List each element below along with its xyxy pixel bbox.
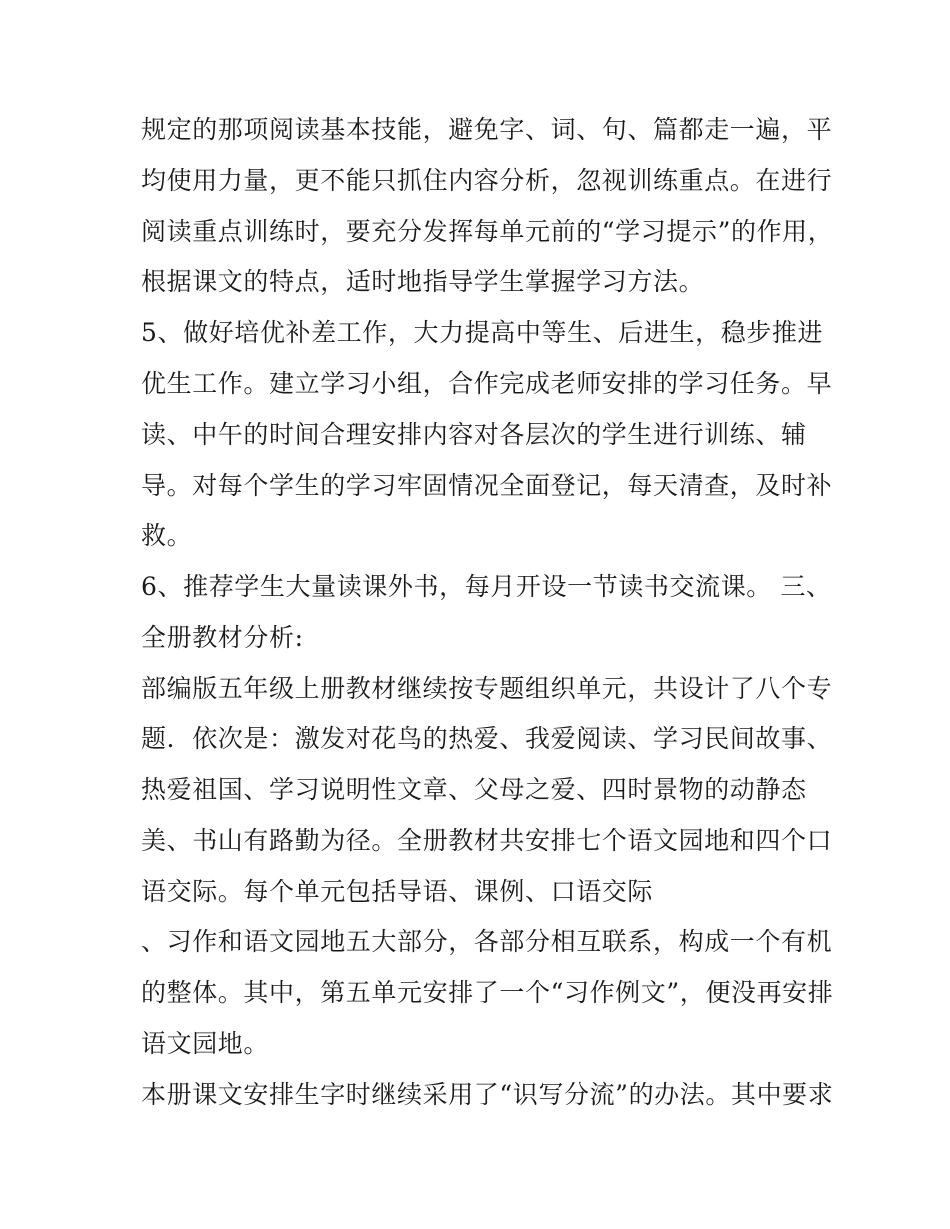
- text-line: 读、中午的时间合理安排内容对各层次的学生进行训练、辅: [141, 420, 807, 449]
- text-line: 5、做好培优补差工作，大力提高中等生、后进生，稳步推进: [141, 318, 824, 347]
- text-line: 规定的那项阅读基本技能，避免字、词、句、篇都走一遍，平: [141, 115, 833, 144]
- text-line: 全册教材分析:: [141, 623, 304, 652]
- text-line: 美、书山有路勤为径。全册教材共安排七个语文园地和四个口: [141, 826, 833, 855]
- text-line: 优生工作。建立学习小组，合作完成老师安排的学习任务。早: [141, 369, 833, 398]
- text-line: 均使用力量，更不能只抓住内容分析，忽视训练重点。在进行: [141, 166, 833, 195]
- text-line: 根据课文的特点，适时地指导学生掌握学习方法。: [141, 267, 705, 296]
- text-line: 6、推荐学生大量读课外书，每月开设一节读书交流课。 三、: [141, 572, 832, 601]
- text-line: 、习作和语文园地五大部分，各部分相互联系，构成一个有机: [141, 927, 833, 956]
- text-line: 本册课文安排生字时继续采用了“识写分流”的办法。其中要求: [141, 1080, 834, 1109]
- text-line: 阅读重点训练时，要充分发挥每单元前的“学习提示”的作用，: [141, 217, 834, 246]
- text-line: 热爱祖国、学习说明性文章、父母之爱、四时景物的动静态: [141, 775, 807, 804]
- text-line: 救。: [141, 521, 193, 550]
- text-line: 的整体。其中，第五单元安排了一个“习作例文”，便没再安排: [141, 978, 834, 1007]
- text-line: 语交际。每个单元包括导语、课例、口语交际: [141, 877, 654, 906]
- text-line: 部编版五年级上册教材继续按专题组织单元，共设计了八个专: [141, 674, 833, 703]
- text-line: 导。对每个学生的学习牢固情况全面登记，每天清查，及时补: [141, 471, 833, 500]
- text-line: 语文园地。: [141, 1029, 270, 1058]
- text-line: 题．依次是：激发对花鸟的热爱、我爱阅读、学习民间故事、: [141, 724, 833, 753]
